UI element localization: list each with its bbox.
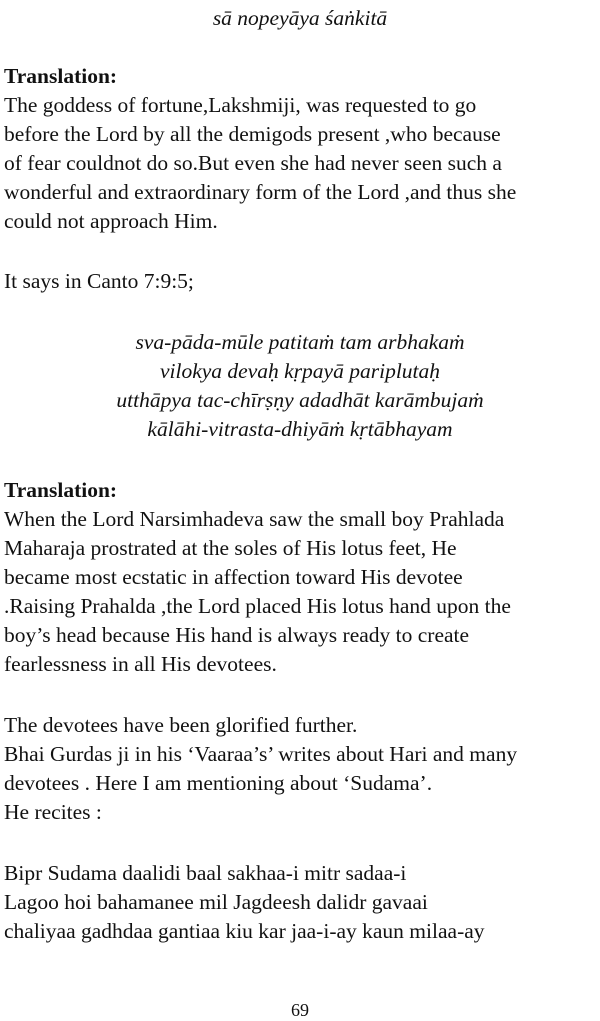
translation-2-line-4: .Raising Prahalda ,the Lord placed His lotus hand upon the (4, 594, 511, 618)
translation-heading-2: Translation: (4, 478, 118, 502)
translation-2-line-2: Maharaja prostrated at the soles of His lotus feet, He (4, 536, 457, 560)
paragraph-3-line-4: He recites : (4, 800, 102, 824)
translation-1-line-1: The goddess of fortune,Lakshmiji, was requested to go (4, 93, 477, 117)
verse-line-4: kālāhi-vitrasta-dhiyāṁ kṛtābhayam (147, 417, 453, 441)
translation-2-line-1: When the Lord Narsimhadeva saw the small boy Prahlada (4, 507, 505, 531)
translation-1-line-3: of fear couldnot do so.But even she had never seen such a (4, 151, 502, 175)
punjabi-verse-line-2: Lagoo hoi bahamanee mil Jagdeesh dalidr gavaai (4, 890, 428, 914)
verse-line-2: vilokya devaḥ kṛpayā pariplutaḥ (159, 359, 441, 383)
verse-line-1: sva-pāda-mūle patitaṁ tam arbhakaṁ (135, 330, 465, 354)
translation-heading-1: Translation: (4, 64, 118, 88)
paragraph-3-line-1: The devotees have been glorified further. (4, 713, 358, 737)
translation-1-line-5: could not approach Him. (4, 209, 218, 233)
punjabi-verse-line-1: Bipr Sudama daalidi baal sakhaa-i mitr sadaa-i (4, 861, 407, 885)
top-verse: sā nopeyāya śaṅkitā (212, 6, 388, 30)
paragraph-3-line-3: devotees . Here I am mentioning about ‘Sudama’. (4, 771, 433, 795)
page-number: 69 (291, 1000, 309, 1020)
translation-2-line-3: became most ecstatic in affection toward His devotee (4, 565, 463, 589)
translation-1-line-4: wonderful and extraordinary form of the Lord ,and thus she (4, 180, 517, 204)
paragraph-3-line-2: Bhai Gurdas ji in his ‘Vaaraa’s’ writes about Hari and many (4, 742, 518, 766)
translation-1-line-2: before the Lord by all the demigods present ,who because (4, 122, 501, 146)
verse-line-3: utthāpya tac-chīrṣṇy adadhāt karāmbujaṁ (116, 388, 484, 412)
punjabi-verse-line-3: chaliyaa gadhdaa gantiaa kiu kar jaa-i-ay kaun milaa-ay (4, 919, 485, 943)
canto-intro: It says in Canto 7:9:5; (4, 269, 194, 293)
translation-2-line-5: boy’s head because His hand is always ready to create (4, 623, 470, 647)
translation-2-line-6: fearlessness in all His devotees. (4, 652, 277, 676)
